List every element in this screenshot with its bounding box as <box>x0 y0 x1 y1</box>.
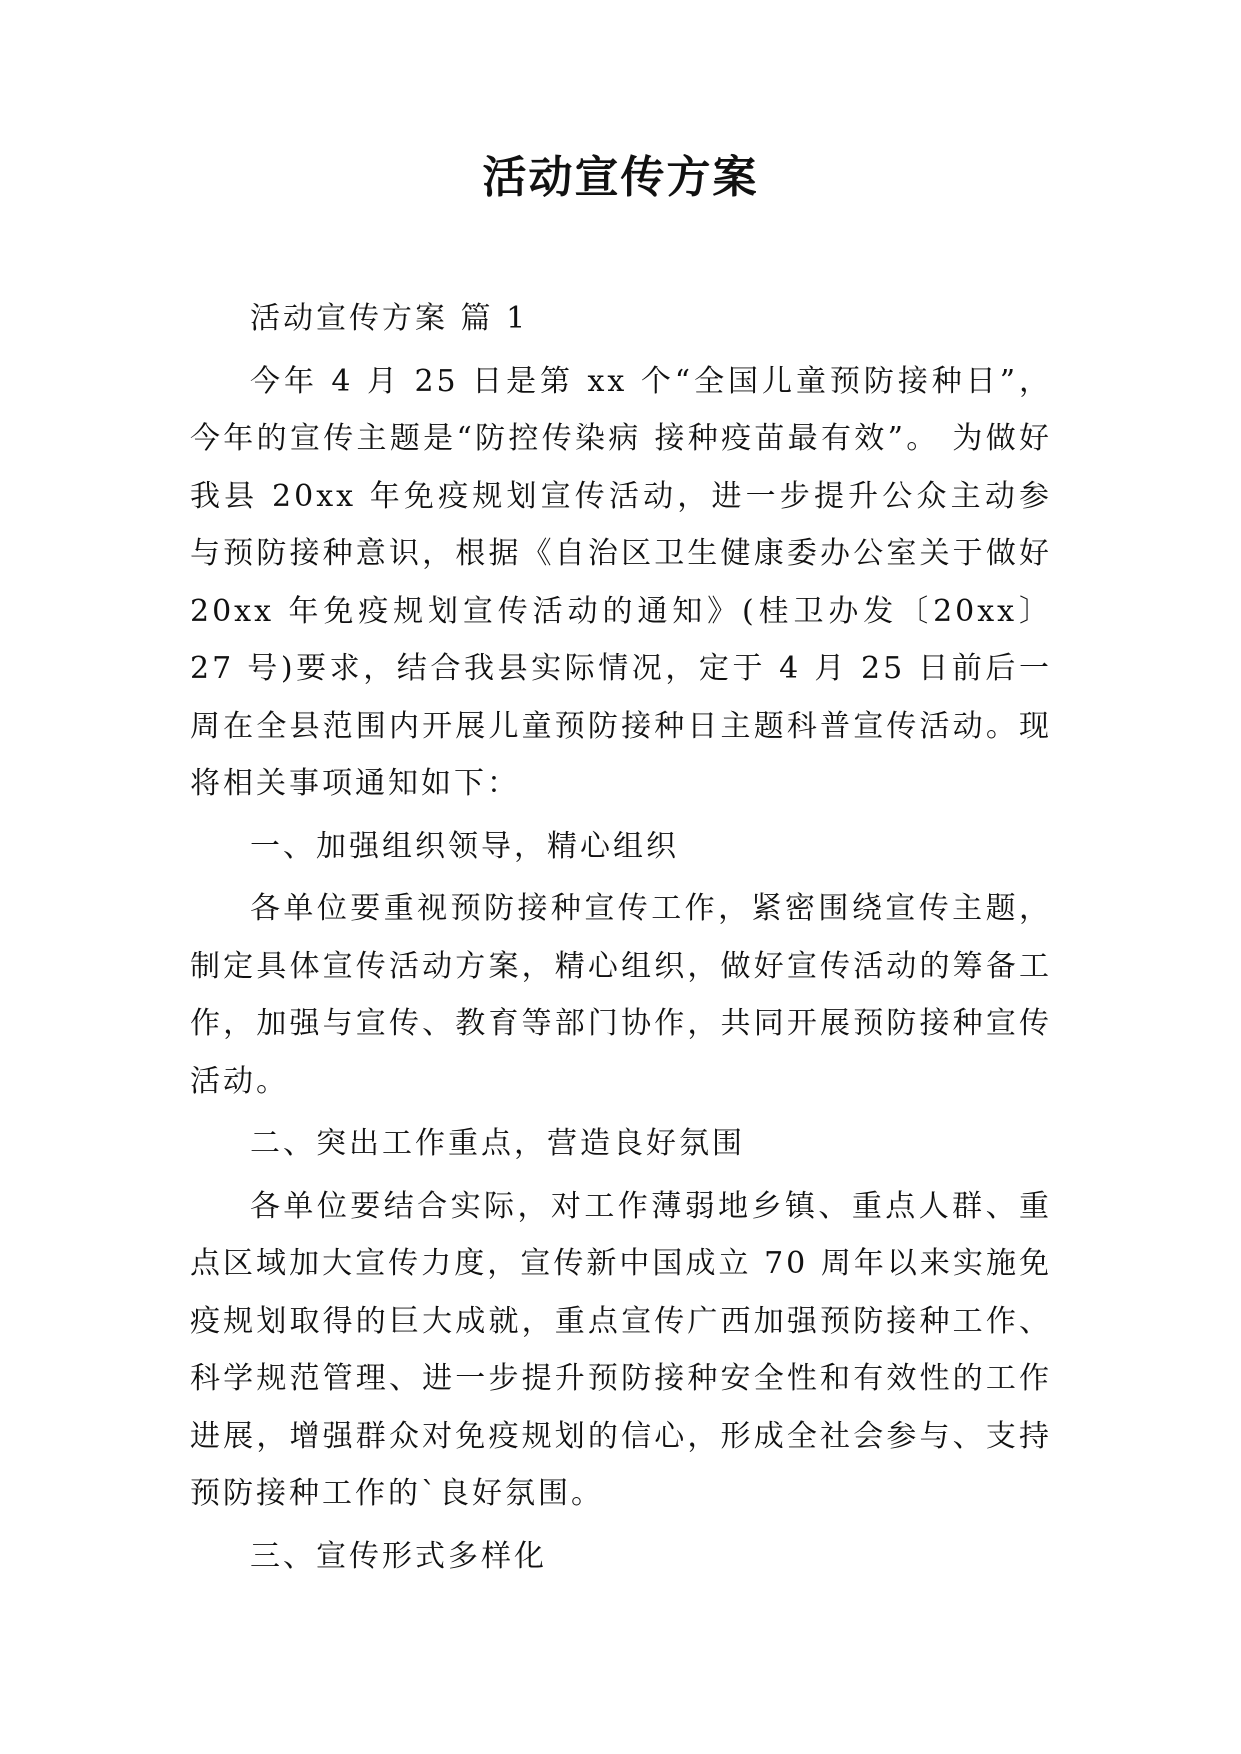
body-paragraph: 今年 4 月 25 日是第 xx 个“全国儿童预防接种日”， 今年的宣传主题是“防控传染病 接种疫苗最有效”。 为做好我县 20xx 年免疫规划宣传活动，进一步提升公众主动参与预防接种意识，根据《自治区卫生健康委办公室关于做好 20xx 年免疫规划宣传活动的通知》(桂卫办发〔20xx〕27 号)要求，结合我县实际情况，定于 4 月 25 日前后一周在全县范围内开展儿童预防接种日主题科普宣传活动。现将相关事项通知如下： <box>190 363 1052 801</box>
section-heading: 一、加强组织领导，精心组织 <box>250 828 679 864</box>
document-title: 活动宣传方案 <box>482 152 759 203</box>
section-heading: 活动宣传方案 篇 1 <box>250 301 529 336</box>
document-body <box>190 290 1052 1585</box>
section-heading: 二、突出工作重点，营造良好氛围 <box>250 1126 745 1161</box>
section-heading: 三、宣传形式多样化 <box>250 1538 547 1574</box>
body-paragraph: 各单位要重视预防接种宣传工作，紧密围绕宣传主题，制定具体宣传活动方案，精心组织，做好宣传活动的筹备工作，加强与宣传、教育等部门协作，共同开展预防接种宣传活动。 <box>190 891 1052 1099</box>
body-paragraph: 各单位要结合实际，对工作薄弱地乡镇、重点人群、重点区域加大宣传力度，宣传新中国成立 70 周年以来实施免疫规划取得的巨大成就，重点宣传广西加强预防接种工作、科学规范管理、进一步提升预防接种安全性和有效性的工作进展，增强群众对免疫规划的信心，形成全社会参与、支持预防接种工作的`良好氛围。 <box>190 1188 1052 1511</box>
